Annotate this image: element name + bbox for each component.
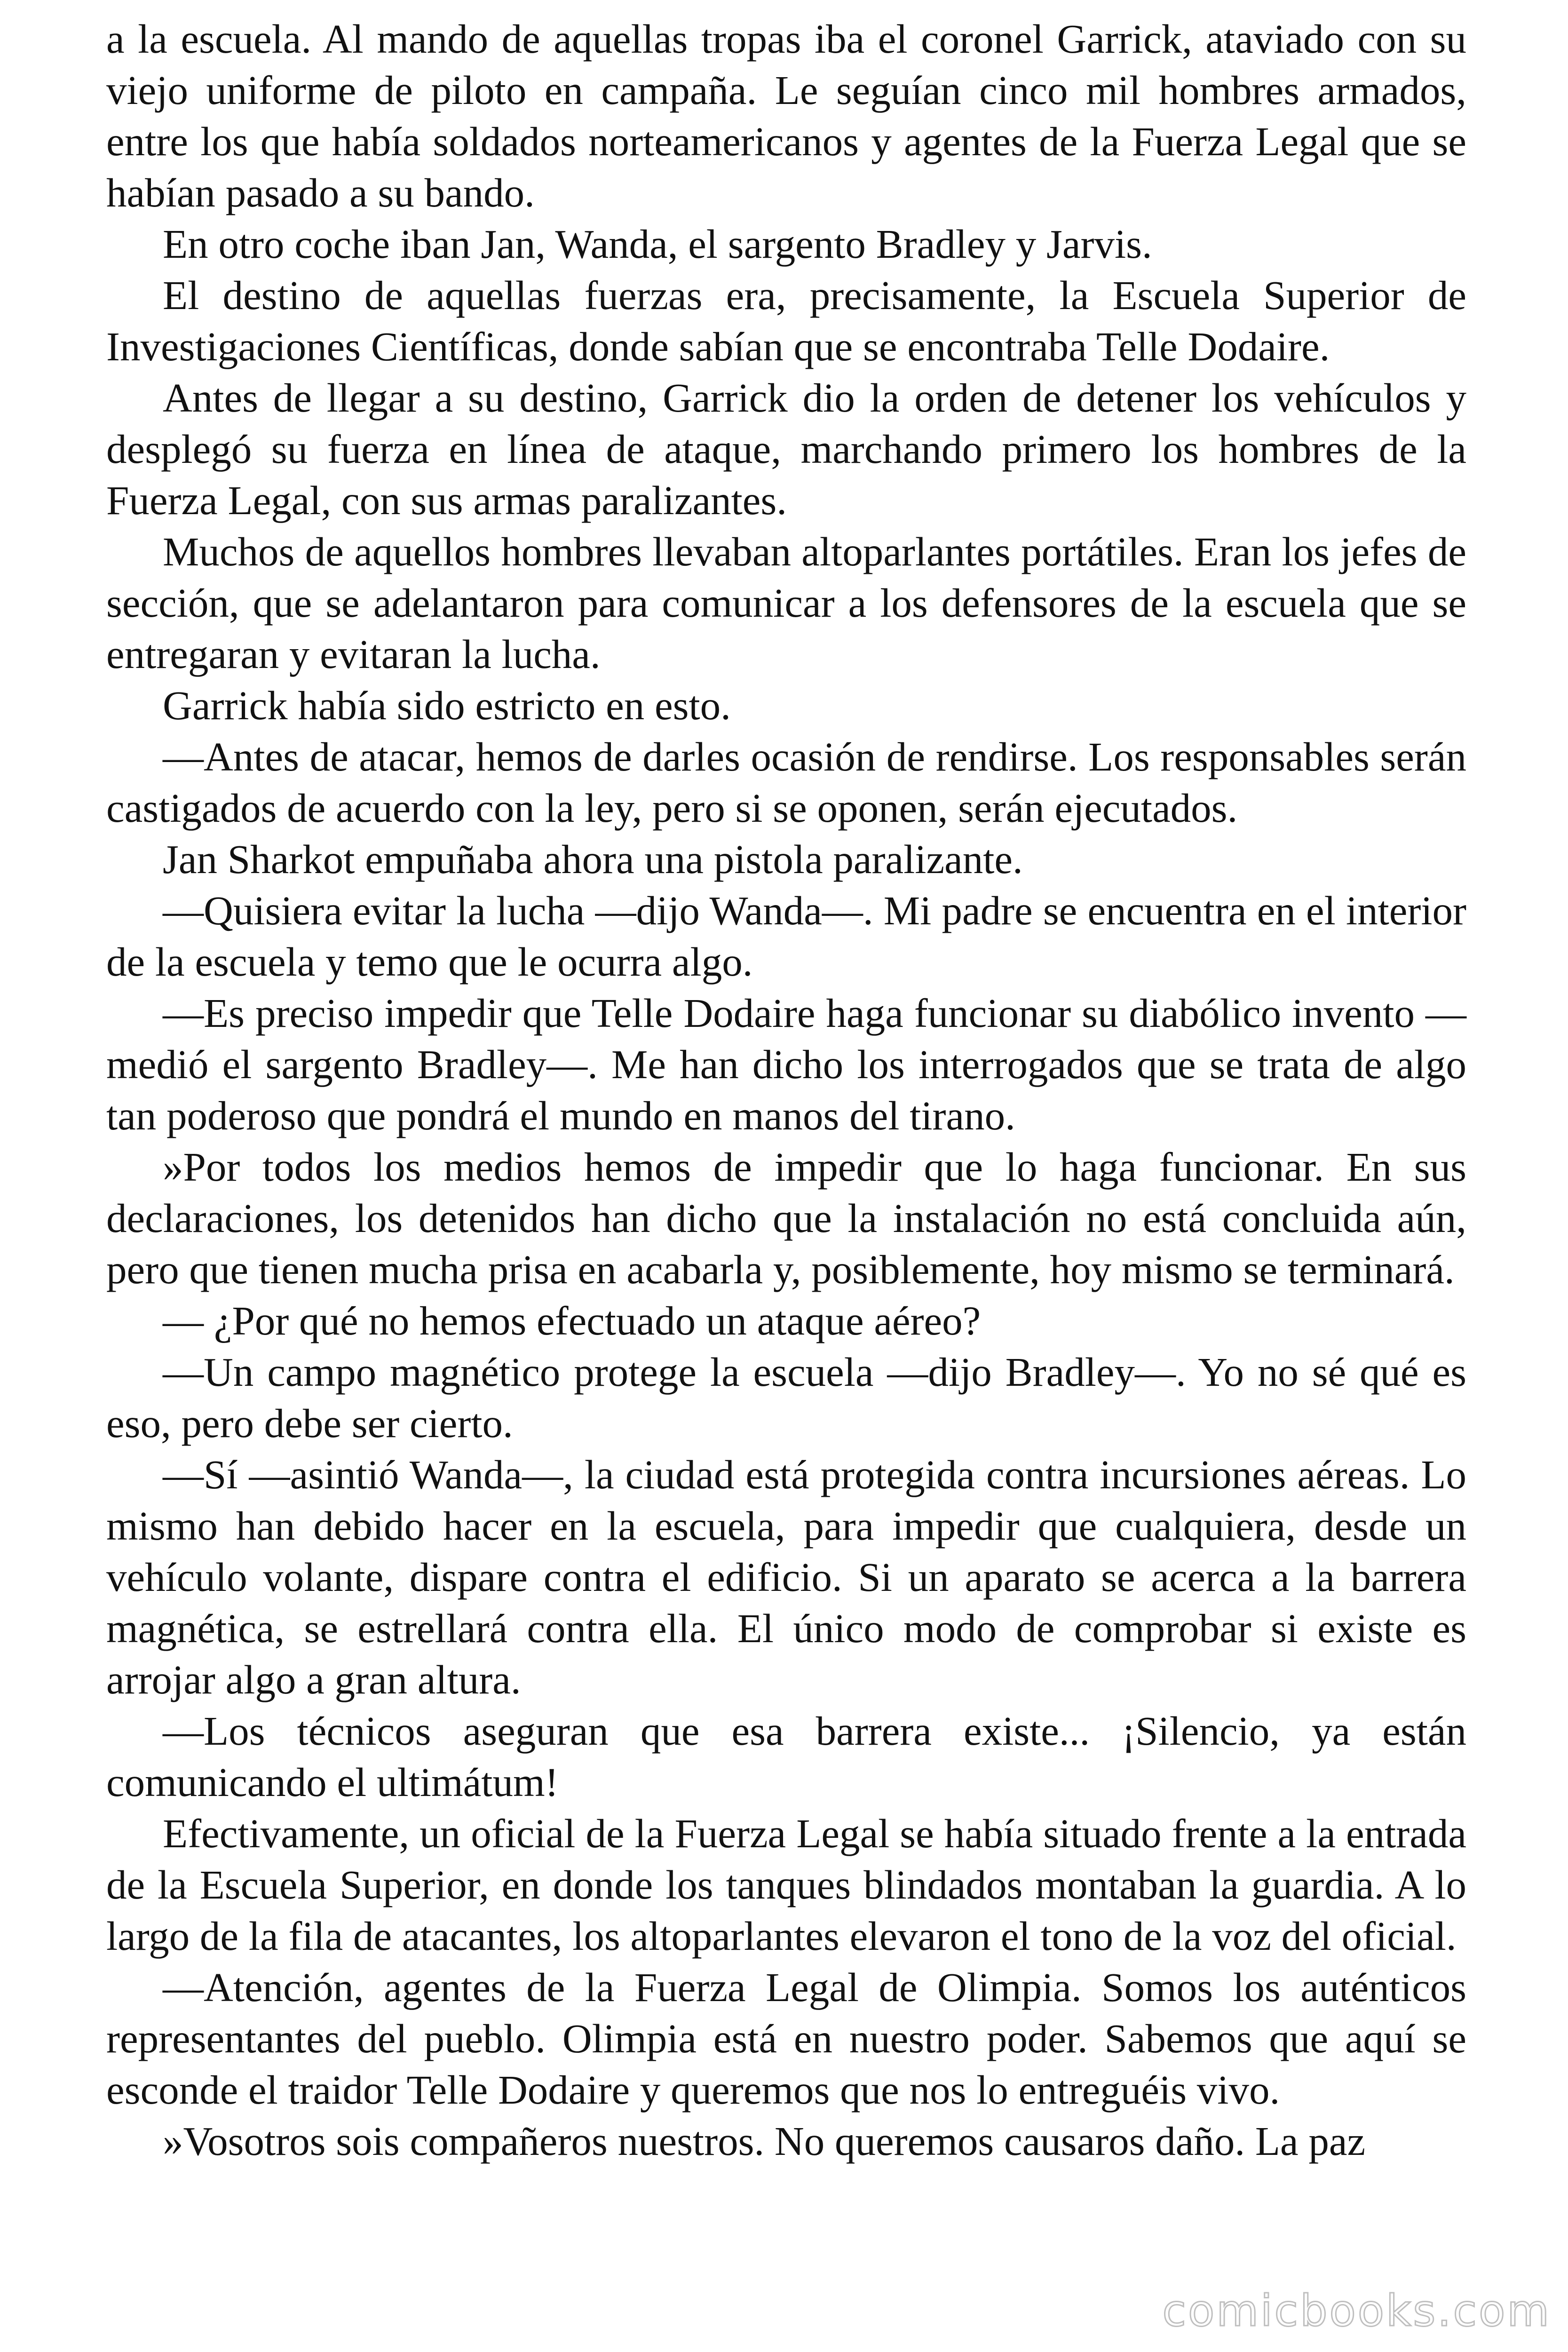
paragraph: a la escuela. Al mando de aquellas tropas iba el coronel Garrick, ataviado con su viejo uniforme de piloto en campaña. Le seguían cinco mil hombres armados, entre los que había soldados norteamericanos y agentes de la Fuerza Legal que se habían pasado a su bando. [106,16,1466,215]
paragraph: —Antes de atacar, hemos de darles ocasión de rendirse. Los responsables serán castigados de acuerdo con la ley, pero si se oponen, serán ejecutados. [106,734,1466,831]
book-page-text [106,13,1466,2167]
paragraph: — ¿Por qué no hemos efectuado un ataque aéreo? [163,1298,981,1343]
paragraph: —Quisiera evitar la lucha —dijo Wanda—. Mi padre se encuentra en el interior de la escuela y temo que le ocurra algo. [106,888,1466,985]
paragraph: Muchos de aquellos hombres llevaban altoparlantes portátiles. Eran los jefes de sección, que se adelantaron para comunicar a los defensores de la escuela que se entregaran y evitaran la lucha. [106,529,1466,677]
paragraph: Antes de llegar a su destino, Garrick dio la orden de detener los vehículos y desplegó su fuerza en línea de ataque, marchando primero los hombres de la Fuerza Legal, con sus armas paralizantes. [106,375,1466,523]
watermark: comicbooks.com [1162,2286,1551,2336]
paragraph: Jan Sharkot empuñaba ahora una pistola paralizante. [163,836,1023,882]
paragraph: »Vosotros sois compañeros nuestros. No queremos causaros daño. La paz [163,2118,1366,2164]
paragraph: »Por todos los medios hemos de impedir que lo haga funcionar. En sus declaraciones, los detenidos han dicho que la instalación no está concluida aún, pero que tienen mucha prisa en acabarla y, posiblemente, hoy mismo se terminará. [106,1144,1466,1292]
paragraph: En otro coche iban Jan, Wanda, el sargento Bradley y Jarvis. [163,221,1152,267]
paragraph: Garrick había sido estricto en esto. [163,683,731,728]
paragraph: —Es preciso impedir que Telle Dodaire haga funcionar su diabólico invento —medió el sargento Bradley—. Me han dicho los interrogados que se trata de algo tan poderoso que pondrá el mundo en manos del tirano. [106,990,1466,1138]
paragraph: —Los técnicos aseguran que esa barrera existe... ¡Silencio, ya están comunicando el ultimátum! [106,1708,1466,1805]
paragraph: —Un campo magnético protege la escuela —dijo Bradley—. Yo no sé qué es eso, pero debe ser cierto. [106,1349,1466,1446]
paragraph: —Atención, agentes de la Fuerza Legal de Olimpia. Somos los auténticos representantes del pueblo. Olimpia está en nuestro poder. Sabemos que aquí se esconde el traidor Telle Dodaire y queremos que nos lo entreguéis vivo. [106,1964,1466,2113]
paragraph: Efectivamente, un oficial de la Fuerza Legal se había situado frente a la entrada de la Escuela Superior, en donde los tanques blindados montaban la guardia. A lo largo de la fila de atacantes, los altoparlantes elevaron el tono de la voz del oficial. [106,1811,1466,1959]
paragraph: —Sí —asintió Wanda—, la ciudad está protegida contra incursiones aéreas. Lo mismo han debido hacer en la escuela, para impedir que cualquiera, desde un vehículo volante, dispare contra el edificio. Si un aparato se acerca a la barrera magnética, se estrellará contra ella. El único modo de comprobar si existe es arrojar algo a gran altura. [106,1452,1466,1702]
paragraph: El destino de aquellas fuerzas era, precisamente, la Escuela Superior de Investigaciones Científicas, donde sabían que se encontraba Telle Dodaire. [106,272,1466,369]
